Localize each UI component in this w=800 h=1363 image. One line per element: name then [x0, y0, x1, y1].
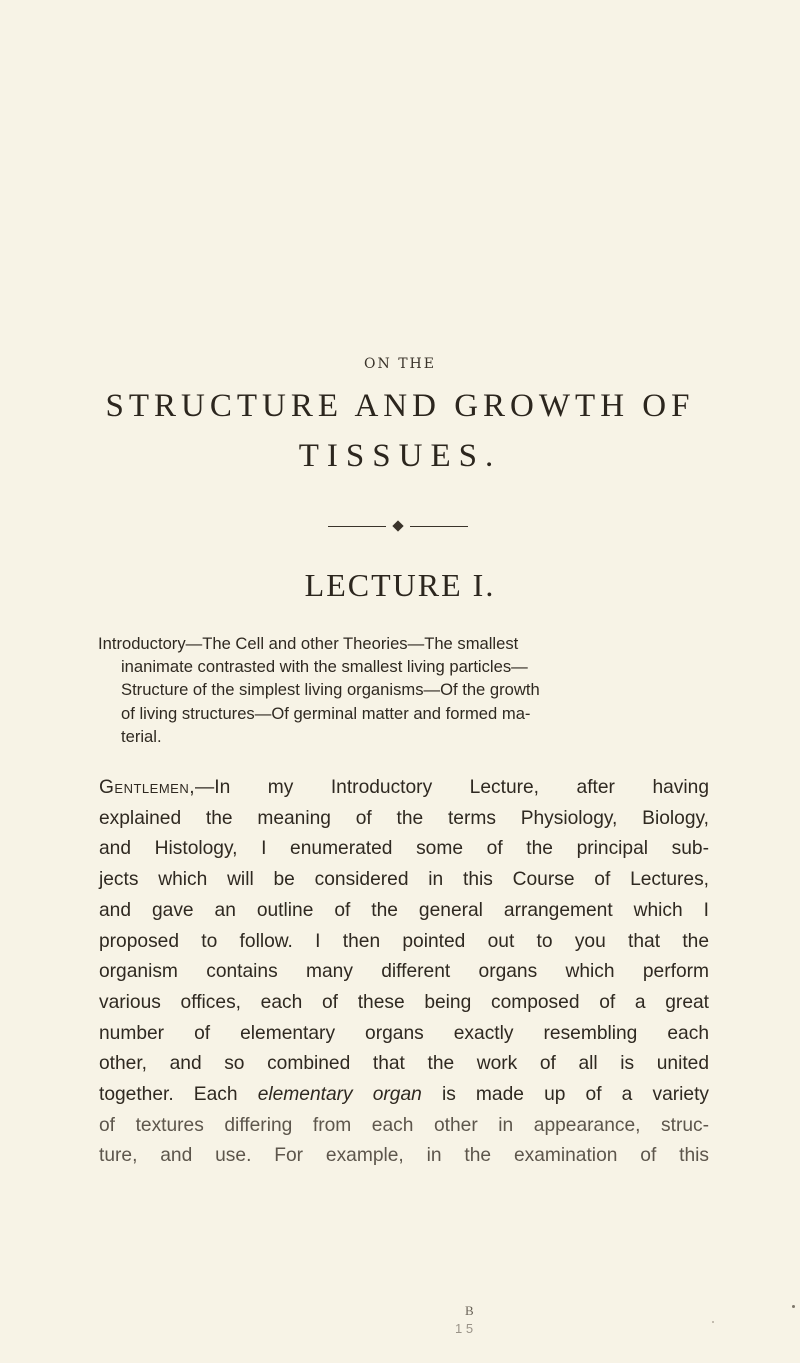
- signature-mark: B: [465, 1303, 474, 1318]
- folio-mark: 1 5: [455, 1321, 474, 1336]
- body-line: ture, and use. For example, in the examination of this: [99, 1145, 709, 1167]
- body-line-start: together. Each: [99, 1084, 258, 1106]
- synopsis-line: Structure of the simplest living organisms—Of the growth: [121, 680, 540, 700]
- ornament-divider: [328, 521, 468, 533]
- body-line: explained the meaning of the terms Physiology, Biology,: [99, 807, 709, 829]
- lecture-heading: LECTURE I.: [304, 567, 496, 603]
- ornament-rule-right: [410, 526, 468, 527]
- body-line: and gave an outline of the general arrangement which I: [99, 899, 709, 921]
- body-line: [99, 1080, 709, 1111]
- paper-speck: [712, 1321, 714, 1323]
- body-line: various offices, each of these being composed of a great: [99, 991, 709, 1013]
- italic-term: elementary organ: [257, 1084, 422, 1106]
- body-line-end: is made up of a variety: [421, 1084, 709, 1106]
- body-line: organism contains many different organs which perform: [99, 961, 709, 983]
- ornament-rule-left: [328, 526, 386, 527]
- body-line: of textures differing from each other in appearance, struc-: [99, 1114, 709, 1136]
- body-line-rest: —In my Introductory Lecture, after having: [195, 777, 709, 798]
- synopsis: [98, 632, 708, 748]
- synopsis-line: inanimate contrasted with the smallest living particles—: [121, 657, 528, 677]
- synopsis-line: of living structures—Of germinal matter and formed ma-: [121, 703, 531, 723]
- synopsis-line: terial.: [121, 726, 162, 746]
- body-line: and Histology, I enumerated some of the principal sub-: [99, 838, 709, 860]
- body-line: [99, 773, 709, 804]
- body-paragraph: [99, 773, 709, 1172]
- title-line-2: TISSUES.: [298, 438, 502, 474]
- diamond-icon: [392, 520, 403, 531]
- body-line: proposed to follow. I then pointed out to you that the: [99, 930, 709, 952]
- salutation: Gentlemen,: [99, 777, 196, 798]
- body-line: jects which will be considered in this Course of Lectures,: [99, 869, 709, 891]
- body-line: other, and so combined that the work of all is united: [99, 1053, 709, 1075]
- title-line-1: STRUCTURE AND GROWTH OF: [105, 388, 695, 424]
- body-line: number of elementary organs exactly resembling each: [99, 1022, 709, 1044]
- paper-speck: [792, 1305, 795, 1308]
- pre-title: ON THE: [364, 356, 436, 372]
- synopsis-line: Introductory—The Cell and other Theories—The smallest: [98, 634, 519, 653]
